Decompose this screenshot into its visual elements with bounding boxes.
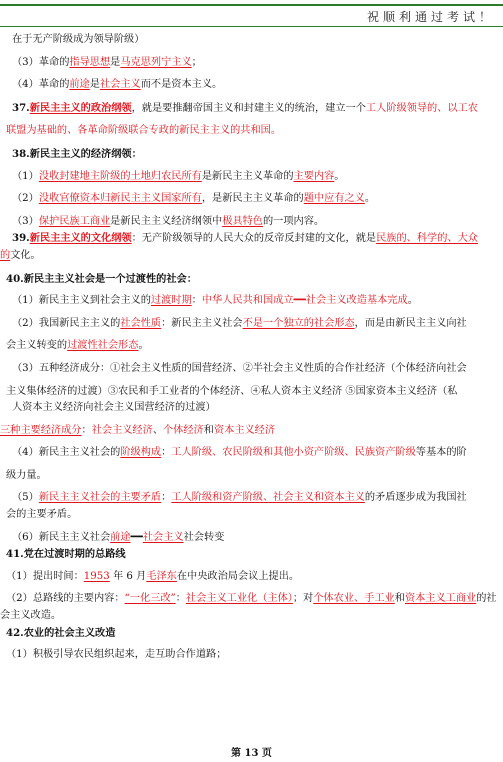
text-line [0,191,497,208]
text: ： [191,295,202,307]
text: 是 [110,56,121,68]
text: （6）新民主主义社会 [12,531,111,543]
page-number: 第 13 页 [231,748,272,759]
text-line [0,316,497,333]
text: 是新民主主义经济纲领中 [110,215,223,227]
text: （3） [12,215,39,227]
text: 。 [138,340,149,352]
text-line [0,293,497,310]
header-title: 祝顺利通过考试！ [366,10,495,24]
highlight: 指导思想 [69,56,111,68]
text: 和 [203,424,214,436]
text: ： [81,424,92,436]
text: 会主义改造。 [0,610,62,622]
text: 年 6 月 [109,570,147,582]
highlight: 过渡性社会形态 [67,340,139,352]
header-rule-top [0,4,503,6]
text: 会的主要矛盾。 [6,509,78,521]
highlight: 新民主主义的政治纲领 [29,101,132,114]
highlight: 马克思列宁主义 [120,56,192,68]
text: 的矛盾逐步成为我国社 [364,492,467,504]
highlight: 中华人民共和国成立━━社会主义改造基本完成 [201,295,408,307]
text-line [0,507,497,524]
header-rule [0,26,503,27]
text: ，就是要推翻帝国主义和封建主义的统治，建立一个 [131,102,366,114]
highlight: 三种主要经济成分 [0,424,82,436]
text: 。 [364,193,376,205]
text: 等基本的阶 [415,447,467,459]
highlight: 社会主义 [142,531,184,543]
highlight: 没收官僚资本归新民主主义国家所有 [38,193,202,205]
highlight: 联盟为基础的、各革命阶级联合专政的新民主主义的共和国。 [6,125,282,137]
text: 38.新民主主义的经济纲领： [12,147,142,160]
text: 在于无产阶级成为领导阶级） [12,34,145,45]
highlight: 资本主义工商业 [404,593,477,605]
text-line [0,591,497,608]
highlight: 工人阶级和资产阶级、社会主义和资本主义 [171,492,365,504]
text: 在中央政治局会议上提出。 [176,570,300,582]
text: 42.农业的社会主义改造 [6,626,116,639]
highlight: 前途 [110,531,131,543]
text: ： [161,492,172,504]
section-heading [0,146,497,163]
text: 社会转变 [183,531,225,543]
text: 和 [394,593,405,605]
text: 级力量。 [6,469,47,481]
highlight: 的 [0,249,11,261]
text: 是新民主主义革命的 [201,170,294,182]
text-line [0,608,497,625]
section-heading [0,625,497,642]
highlight: 个体经济 [163,424,204,436]
text: ，是新民主主义革命的 [201,193,304,205]
text: ；对 [292,593,314,605]
text: 而不是资本主义。 [140,79,223,91]
highlight: 过渡时期 [150,295,192,307]
highlight: 主要内容 [293,170,335,182]
text-line [0,468,497,485]
text: （3）革命的 [12,56,70,68]
section-heading [0,100,497,118]
text-line [0,214,497,231]
text: 的社 [476,593,497,605]
text: ━━ [130,531,143,543]
text: ：新民主主义社会 [161,317,243,329]
highlight: 不是一个独立的社会形态 [242,317,355,329]
text: （1）提出时间： [6,570,84,582]
text: 文化。 [10,249,41,261]
text: ； [191,56,202,68]
highlight: 资本主义经济 [213,424,276,436]
highlight: 没收封建地主阶级的土地归农民所有 [38,170,202,182]
text: 是 [89,79,100,91]
text: 。 [407,295,418,307]
text: 的一项内容。 [262,215,325,227]
text-line [0,123,497,140]
text: （1）新民主主义到社会主义的 [12,295,151,307]
text: ：无产阶级领导的人民大众的反帝反封建的文化，就是 [131,233,377,245]
text: （1）积极引导农民组织起来，走互助合作道路； [6,649,227,661]
text: 40.新民主主义社会是一个过渡性的社会： [6,272,197,285]
text-line [0,400,497,417]
text: 、 [152,424,163,436]
text: （2） [12,193,39,205]
highlight: 1953 [83,570,110,582]
highlight: 前途 [69,79,90,91]
highlight: 民族的、科学的、大众 [376,233,478,245]
text: 会主义转变的 [6,340,68,352]
highlight: 阶级构成 [120,447,162,459]
text-line [0,530,497,547]
text-line [0,384,497,401]
text-line [0,32,497,49]
text: （3）五种经济成分：①社会主义性质的国营经济、②半社会主义性质的合作社经济（个体经济向社会 [12,362,467,374]
highlight: 社会主义 [99,79,141,91]
text: 。 [334,170,345,182]
highlight: 保护民族工商业 [38,215,111,227]
text-line [0,569,497,586]
text: ，而是由新民主主义向社 [354,317,467,329]
highlight: 题中应有之义 [303,193,365,205]
highlight: 社会性质 [120,317,162,329]
text: （2）我国新民主主义的 [12,317,121,329]
text-line [0,169,497,186]
highlight: 新民主主义社会的主要矛盾 [38,492,162,504]
text-line [0,248,497,265]
text-line [0,77,497,94]
text: （4）革命的 [12,79,70,91]
text-line [0,338,497,355]
highlight: 社会主义工业化（主体） [185,593,293,605]
section-heading [0,230,497,248]
highlight: 毛泽东 [146,570,177,582]
highlight: 社会主义经济 [91,424,153,436]
highlight: 新民主主义的文化纲领 [29,232,132,245]
highlight: 工人阶级领导的、以工农 [365,102,478,114]
section-heading [0,546,497,563]
text: （1） [12,170,39,182]
section-heading [0,271,497,288]
highlight: “一化三改” [124,593,176,605]
text-line [0,423,497,440]
text: （4）新民主主义社会的 [12,447,121,459]
text: 人资本主义经济向社会主义国营经济的过渡） [12,402,216,414]
highlight: 工人阶级、农民阶级和其他小资产阶级、民族资产阶级 [171,447,416,459]
text: （5） [12,492,39,504]
text-line [0,445,497,462]
text: （2）总路线的主要内容： [6,593,125,605]
highlight: 极具特色 [222,215,263,227]
text: ： [175,593,186,605]
document-body [0,32,497,664]
text-line [0,647,497,664]
highlight: 个体农业、手工业 [313,593,395,605]
text: 39. [12,232,30,245]
text-line [0,490,497,507]
text: ： [161,447,172,459]
text: 41.党在过渡时期的总路线 [6,548,126,561]
text: 主义集体经济的过渡）③农民和手工业者的个体经济、④私人资本主义经济 ⑤国家资本主义经济（私 [6,385,458,397]
text-line [0,361,497,378]
text: 37. [12,101,30,114]
text-line [0,55,497,72]
